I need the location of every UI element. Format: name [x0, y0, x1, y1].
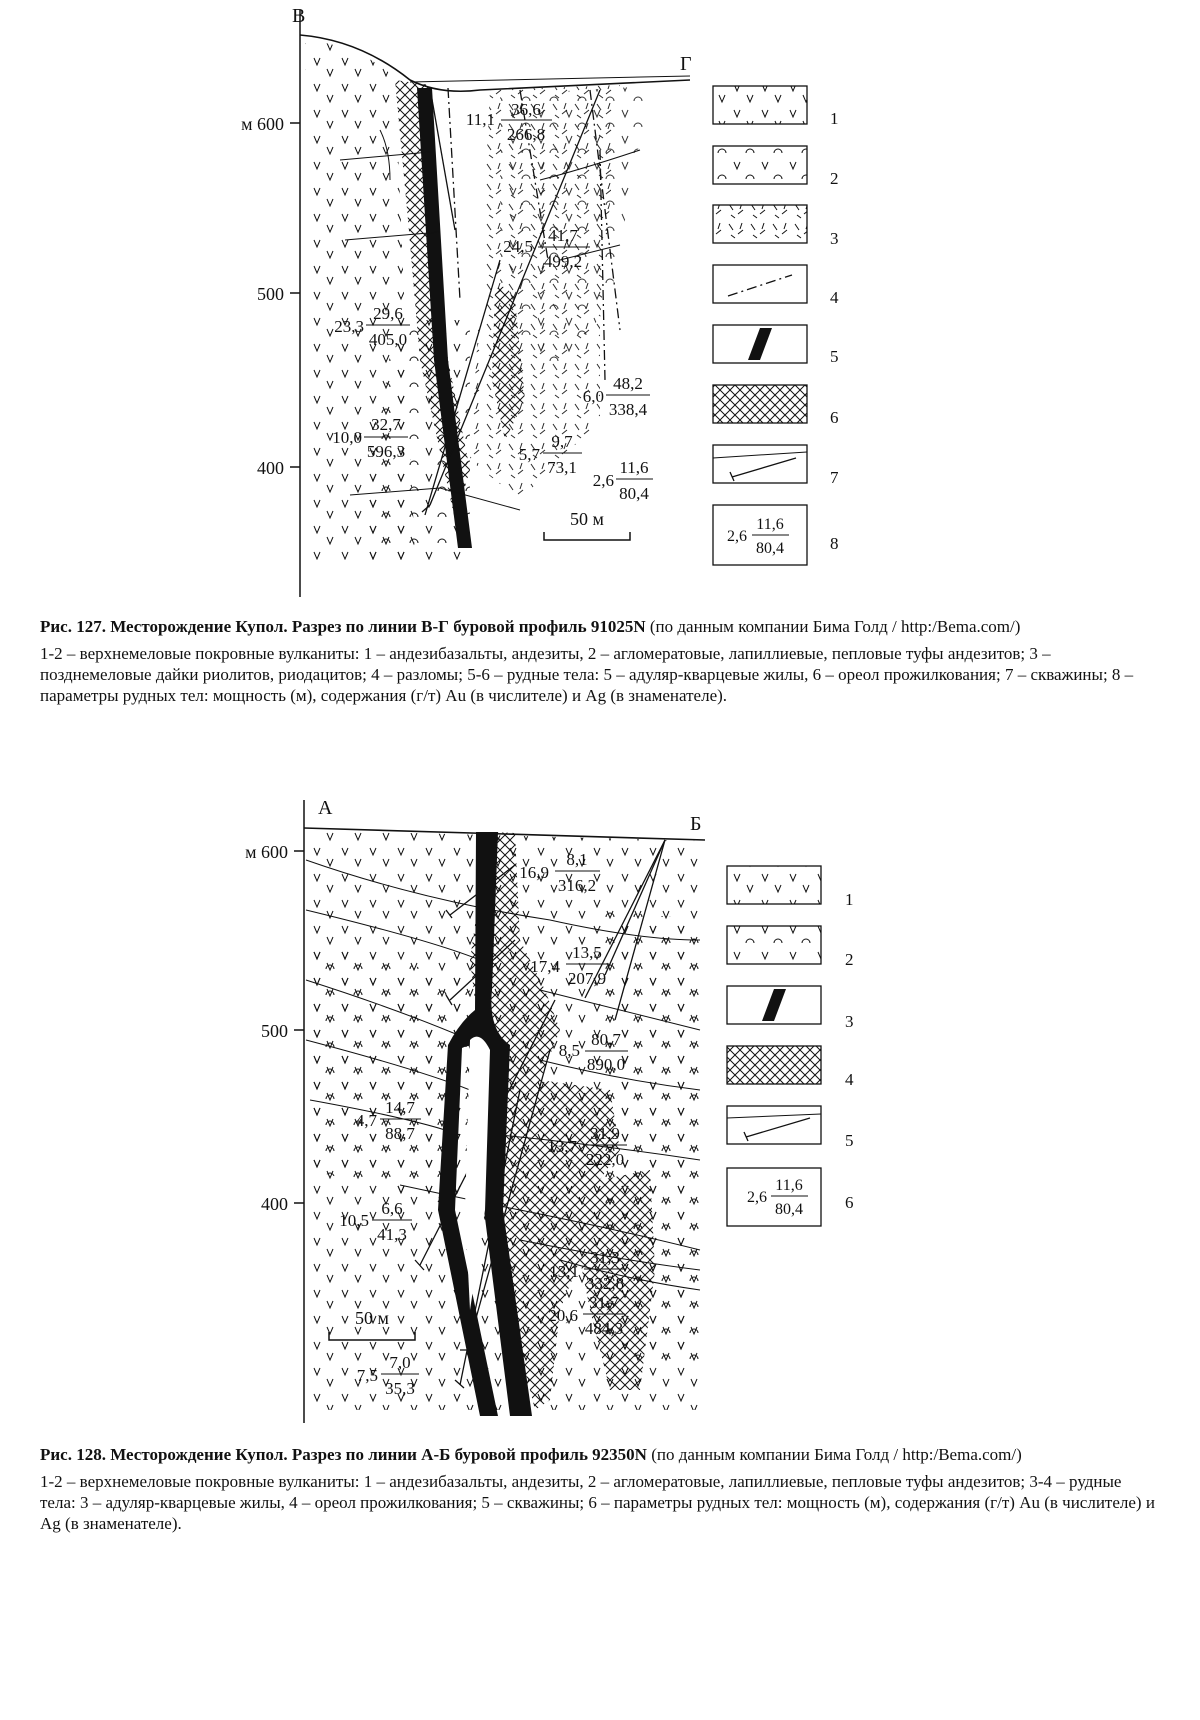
svg-text:2,6: 2,6: [727, 528, 747, 545]
legend-swatch-parameters: [727, 1168, 821, 1226]
svg-text:17,4: 17,4: [530, 957, 560, 976]
svg-text:41,7: 41,7: [548, 226, 578, 245]
svg-text:80,4: 80,4: [775, 1201, 803, 1218]
svg-text:11,6: 11,6: [619, 458, 649, 477]
svg-text:16,9: 16,9: [519, 863, 549, 882]
svg-text:4: 4: [845, 1070, 854, 1089]
figure-127-section: [0, 0, 1200, 660]
svg-text:31,7: 31,7: [589, 1293, 619, 1312]
svg-text:80,4: 80,4: [756, 540, 784, 557]
svg-text:8: 8: [830, 534, 839, 553]
svg-text:10,0: 10,0: [332, 428, 362, 447]
svg-text:338,4: 338,4: [608, 400, 648, 419]
svg-text:29,6: 29,6: [373, 304, 403, 323]
svg-text:1: 1: [830, 109, 839, 128]
svg-text:7,0: 7,0: [389, 1353, 411, 1372]
svg-text:50 м: 50 м: [570, 509, 604, 529]
legend-fig127: [713, 86, 839, 565]
svg-text:4: 4: [830, 288, 839, 307]
legend-swatch-tuff: [713, 146, 807, 184]
svg-text:266,8: 266,8: [506, 125, 546, 144]
figure-128-section: [0, 790, 1200, 1440]
svg-text:13,7: 13,7: [547, 1137, 577, 1156]
svg-text:316,2: 316,2: [557, 876, 597, 895]
svg-text:8,1: 8,1: [566, 850, 588, 869]
svg-text:50 м: 50 м: [355, 1308, 389, 1328]
svg-text:2,6: 2,6: [747, 1189, 767, 1206]
svg-text:24,5: 24,5: [503, 237, 533, 256]
svg-text:32,7: 32,7: [371, 415, 401, 434]
caption-legend: 1-2 – верхнемеловые покровные вулканиты: 1 – андезибазальты, андезиты, 2 – агломератовые, лапиллиевые, пепловые туфы андезитов; 3-4 – рудные тела: 3 – адуляр-кварцевые жилы, 4 – ореол прожилкования; 5 – скважины; 6 – параметры рудных тел: мощность (м), содержания (г/т) Au (в числителе) и Ag (в знаменателе).: [40, 1472, 1155, 1533]
legend-swatch-drillhole: [727, 1106, 821, 1144]
svg-text:890,0: 890,0: [586, 1055, 626, 1074]
legend-swatch-andesite: [727, 866, 821, 904]
svg-text:222,0: 222,0: [585, 1150, 625, 1169]
svg-text:4,7: 4,7: [355, 1111, 377, 1130]
legend-swatch-tuff: [727, 926, 821, 964]
svg-text:6,0: 6,0: [582, 387, 604, 406]
svg-text:332,8: 332,8: [585, 1274, 625, 1293]
caption-title: Рис. 128. Месторождение Купол. Разрез по линии А-Б буровой профиль 92350N: [40, 1445, 647, 1464]
svg-text:2: 2: [830, 169, 839, 188]
figure-128-caption: [40, 1444, 1160, 1534]
svg-text:14,7: 14,7: [385, 1098, 415, 1117]
svg-text:88,7: 88,7: [385, 1124, 415, 1143]
svg-text:11,6: 11,6: [756, 516, 784, 533]
axis-tick-600: м 600: [245, 842, 288, 862]
legend-swatch-rhyolite: [713, 205, 807, 243]
svg-text:5: 5: [845, 1131, 854, 1150]
svg-text:484,3: 484,3: [584, 1319, 624, 1338]
axis-tick-500: 500: [261, 1021, 288, 1041]
legend-fig128: [727, 866, 854, 1226]
svg-text:5,7: 5,7: [518, 445, 540, 464]
svg-text:499,2: 499,2: [543, 252, 583, 271]
legend-swatch-stockwork: [713, 385, 807, 423]
svg-text:2,6: 2,6: [592, 471, 614, 490]
caption-source: (по данным компании Бима Голд / http:/Bema.com/): [645, 617, 1021, 636]
svg-text:7,5: 7,5: [356, 1366, 378, 1385]
axis-tick-600: м 600: [241, 114, 284, 134]
svg-text:3: 3: [830, 229, 839, 248]
svg-text:207,9: 207,9: [567, 969, 607, 988]
svg-text:23,3: 23,3: [334, 317, 364, 336]
axis-tick-400: 400: [257, 458, 284, 478]
corner-label-left: В: [292, 5, 306, 27]
svg-text:10,5: 10,5: [339, 1211, 369, 1230]
legend-swatch-drillhole: [713, 445, 807, 483]
svg-text:5: 5: [830, 347, 839, 366]
svg-text:596,3: 596,3: [366, 442, 406, 461]
corner-label-right: Б: [690, 813, 702, 835]
caption-title: Рис. 127. Месторождение Купол. Разрез по линии В-Г буровой профиль 91025N: [40, 617, 646, 636]
svg-text:405,0: 405,0: [368, 330, 408, 349]
svg-text:7: 7: [830, 468, 839, 487]
corner-label-right: Г: [680, 53, 692, 75]
scale-bar: [544, 509, 630, 540]
svg-text:11,6: 11,6: [775, 1177, 803, 1194]
sample-label: [593, 458, 653, 503]
legend-swatch-andesite: [713, 86, 807, 124]
svg-text:73,1: 73,1: [547, 458, 577, 477]
svg-text:31,3: 31,3: [590, 1248, 620, 1267]
svg-text:80,4: 80,4: [619, 484, 649, 503]
svg-text:6: 6: [830, 408, 839, 427]
svg-text:41,3: 41,3: [377, 1225, 407, 1244]
caption-legend: 1-2 – верхнемеловые покровные вулканиты: 1 – андезибазальты, андезиты, 2 – агломератовые, лапиллиевые, пепловые туфы андезитов; 3 – позднемеловые дайки риолитов, риодацитов; 4 – разломы; 5-6 – рудные тела: 5 – адуляр-кварцевые жилы, 6 – ореол прожилкования; 7 – скважины; 8 – параметры рудных тел: мощность (м), содержания (г/т) Au (в числителе) и Ag (в знаменателе).: [40, 644, 1134, 705]
axis-tick-400: 400: [261, 1194, 288, 1214]
legend-swatch-stockwork: [727, 1046, 821, 1084]
svg-text:36,6: 36,6: [511, 100, 541, 119]
svg-text:20,6: 20,6: [548, 1306, 578, 1325]
svg-text:13,1: 13,1: [549, 1262, 579, 1281]
caption-source: (по данным компании Бима Голд / http:/Bema.com/): [646, 1445, 1022, 1464]
svg-text:35,3: 35,3: [385, 1379, 415, 1398]
svg-text:31,9: 31,9: [590, 1124, 620, 1143]
svg-text:6,6: 6,6: [381, 1199, 403, 1218]
figure-127-caption: [40, 616, 1160, 706]
svg-text:8,5: 8,5: [558, 1041, 580, 1060]
svg-text:6: 6: [845, 1193, 854, 1212]
svg-text:3: 3: [845, 1012, 854, 1031]
svg-text:2: 2: [845, 950, 854, 969]
svg-text:9,7: 9,7: [551, 432, 573, 451]
axis-tick-500: 500: [257, 284, 284, 304]
svg-text:48,2: 48,2: [613, 374, 643, 393]
corner-label-left: А: [318, 797, 333, 819]
svg-text:80,7: 80,7: [591, 1030, 621, 1049]
svg-text:1: 1: [845, 890, 854, 909]
svg-text:11,1: 11,1: [465, 110, 495, 129]
svg-text:13,5: 13,5: [572, 943, 602, 962]
legend-swatch-fault: [713, 265, 807, 303]
